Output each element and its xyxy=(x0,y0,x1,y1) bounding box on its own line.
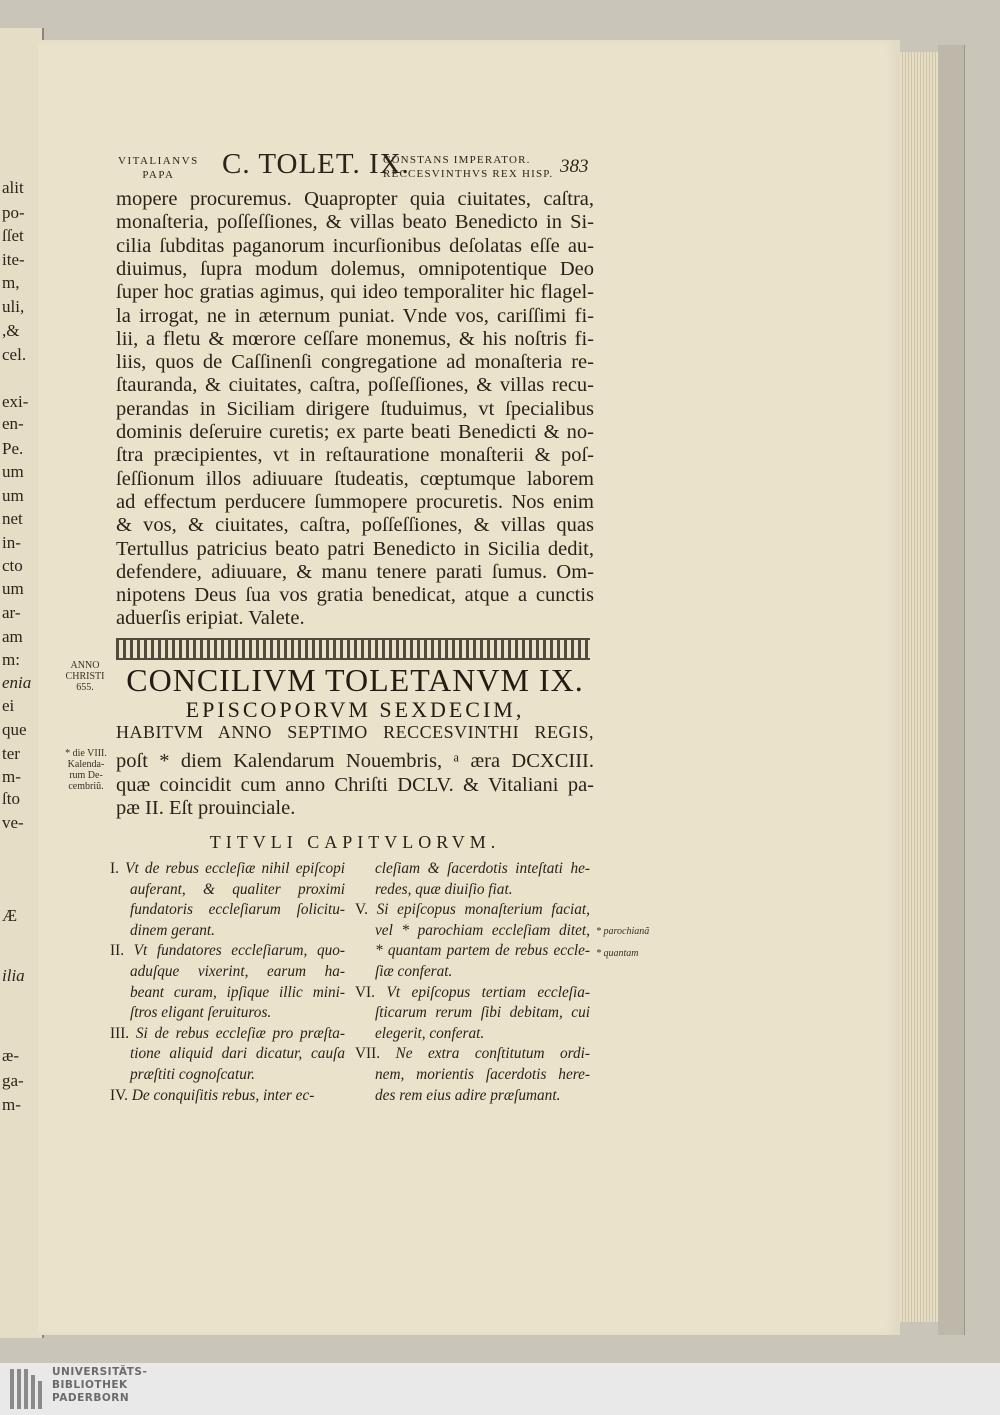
body-line: ſuper hoc gratias agimus, qui ideo temporaliter hic flagel- xyxy=(116,281,594,304)
toc-line xyxy=(355,881,590,902)
logo-text-line: UNIVERSITÄTS- xyxy=(52,1366,148,1378)
left-page-fragment: cel. xyxy=(2,345,27,364)
toc-line xyxy=(355,984,590,1005)
council-line: HABITVM ANNO SEPTIMO RECCESVINTHI REGIS, xyxy=(116,722,594,742)
toc-text: redes, quæ diuiſio fiat. xyxy=(375,880,513,898)
left-page-fragment: ite- xyxy=(2,250,25,269)
body-line: dominis deſeruire curetis; ex parte beati Benedicti & no- xyxy=(116,421,594,443)
left-page-fragment: m: xyxy=(2,650,20,669)
toc-line xyxy=(110,1087,345,1108)
margin-note-line: ANNO xyxy=(70,660,100,671)
body-line: aduerſis eripiat. Valete. xyxy=(116,607,305,630)
toc-line xyxy=(110,1004,345,1025)
body-line: monaſteria, poſſeſſiones, & villas beato Benedicto in Si- xyxy=(116,211,594,234)
left-page-fragment: ve- xyxy=(2,813,24,832)
left-page-fragment: Pe. xyxy=(2,439,24,458)
running-head-title: C. TOLET. IX. xyxy=(222,148,410,180)
running-head xyxy=(110,148,600,188)
left-page-fragment: ſſet xyxy=(2,226,24,245)
toc-text: Vt de rebus eccleſiæ nihil epiſcopi xyxy=(125,860,345,877)
body-line: liis, quos de Caſſinenſi congregatione ad monaſteria re- xyxy=(116,351,594,374)
margin-note-line: rum De- xyxy=(69,770,103,781)
running-head-right-line: CONSTANS IMPERATOR. xyxy=(383,154,531,166)
toc-number: II. xyxy=(110,942,125,960)
left-page-fragment: po- xyxy=(2,203,25,222)
body-line: ſeſſionum illos adiuuare ſtudeatis, cœptumque laborem xyxy=(116,467,594,490)
toc-line xyxy=(110,984,345,1005)
left-page-fragment: ar- xyxy=(2,603,21,622)
toc-line xyxy=(110,963,345,984)
toc-text: ſiæ conferat. xyxy=(375,962,453,980)
body-line: ſtauranda, & ciuitates, caſtra, poſſeſſiones, & villas recu- xyxy=(116,374,594,397)
toc-right-column xyxy=(355,860,590,1107)
body-line: & vos, & ciuitates, caſtra, poſſeſſiones, & villas quas xyxy=(116,514,594,537)
council-line: quæ coincidit cum anno Chriſti DCLV. & Vitaliani pa- xyxy=(116,774,594,796)
left-page-fragment: ,& xyxy=(2,321,20,340)
body-line: diuimus, ſupra modum dolemus, omnipotentique Deo xyxy=(116,257,594,280)
body-line: cilia ſubditas paganorum incurſionibus deſolatas eſſe au- xyxy=(116,234,594,257)
toc-text: des rem eius adire præſumant. xyxy=(375,1086,561,1104)
left-page-fragment: um xyxy=(2,579,24,598)
margin-note-parochiam: * parochianã xyxy=(596,926,650,937)
toc-number: III. xyxy=(110,1024,130,1042)
toc-text: nem, morientis ſacerdotis here- xyxy=(375,1065,590,1083)
body-line: ſtra præcipientes, vt in reſtauratione monaſterii & poſ- xyxy=(116,444,594,467)
toc-line xyxy=(355,1025,590,1046)
toc-line xyxy=(110,942,345,963)
toc-text: Si de rebus eccleſiæ pro præſta- xyxy=(135,1024,345,1042)
left-page-fragment: ter xyxy=(2,744,20,763)
toc-text: vel * parochiam eccleſiam ditet, xyxy=(375,921,590,939)
margin-note-line: CHRISTI xyxy=(65,671,105,682)
left-page-fragment: uli, xyxy=(2,297,25,316)
logo-text-line: BIBLIOTHEK xyxy=(52,1379,128,1391)
body-line: nipotens Deus ſua vos gratia benedicat, atque a cunctis xyxy=(116,584,594,607)
toc-text: De conquiſitis rebus, inter ec- xyxy=(131,1086,315,1104)
left-page-fragment: ilia xyxy=(2,966,25,985)
toc-line xyxy=(355,901,590,922)
left-page-fragment: in- xyxy=(2,533,21,552)
left-page-fragment: cto xyxy=(2,556,23,575)
toc-line xyxy=(355,922,590,943)
toc-line xyxy=(355,1045,590,1066)
left-page-fragment: um xyxy=(2,486,24,505)
left-page-fragment: ſto xyxy=(2,789,20,808)
body-line: mopere procuremus. Quapropter quia ciuitates, caſtra, xyxy=(116,188,594,210)
left-page-fragment: en- xyxy=(2,414,24,433)
margin-note-quantam: * quantam xyxy=(596,948,639,959)
left-page-fragment: net xyxy=(2,509,23,528)
margin-note-line: * die VIII. xyxy=(65,748,107,759)
toc-line xyxy=(110,901,345,922)
toc-line xyxy=(110,922,345,943)
toc-number: VII. xyxy=(355,1045,381,1063)
toc-text: Vt fundatores eccleſiarum, quo- xyxy=(133,942,345,960)
toc-line xyxy=(355,860,590,881)
toc-line xyxy=(110,1025,345,1046)
margin-note-anno xyxy=(60,660,110,693)
margin-note-line: cembriũ. xyxy=(68,781,104,792)
left-page-fragment: exi- xyxy=(2,392,29,411)
running-head-right xyxy=(383,153,553,181)
toc-left-column xyxy=(110,860,345,1107)
toc-text: fundatoris eccleſiarum ſolicitu- xyxy=(130,901,345,919)
library-footer xyxy=(0,1363,1000,1415)
library-logo-icon xyxy=(8,1367,44,1411)
margin-note-line: 655. xyxy=(76,682,94,693)
toc-line xyxy=(355,1087,590,1108)
toc-text: Vt epiſcopus tertiam eccleſia- xyxy=(386,983,591,1001)
toc-text: ſtros eligant ſeruituros. xyxy=(130,1004,272,1022)
toc-number: V. xyxy=(355,901,368,919)
left-page-fragment: m- xyxy=(2,1095,21,1114)
left-page-fragment: um xyxy=(2,462,24,481)
toc-text: dinem gerant. xyxy=(130,921,215,939)
toc-line xyxy=(110,1045,345,1066)
toc-line xyxy=(110,1066,345,1087)
book-cover-board xyxy=(938,45,965,1335)
left-page-fragment: Æ xyxy=(2,906,18,925)
logo-text-line: PADERBORN xyxy=(52,1392,130,1404)
toc-text: tione aliquid dari dicatur, cauſa xyxy=(130,1045,345,1063)
council-line: poſt * diem Kalendarum Nouembris, ᵃ æra DCXCIII. xyxy=(116,750,594,772)
ornamental-divider xyxy=(116,638,590,660)
toc-text: Ne extra conſtitutum ordi- xyxy=(395,1045,590,1063)
running-head-left xyxy=(118,154,199,182)
left-page-fragment: ga- xyxy=(2,1071,24,1090)
council-title: CONCILIVM TOLETANVM IX. xyxy=(126,662,584,698)
margin-note-line: Kalenda- xyxy=(67,759,105,770)
toc-text: Si epiſcopus monaſterium faciat, xyxy=(376,901,590,919)
left-page-fragment: m- xyxy=(2,767,21,786)
left-page-fragment: ei xyxy=(2,696,15,715)
toc-text: præſtiti cognoſcatur. xyxy=(130,1065,255,1083)
toc-text: beant curam, ipſique illic mini- xyxy=(130,983,345,1001)
left-page-fragment: enia xyxy=(2,673,32,692)
toc-text: * quantam partem de rebus eccle- xyxy=(375,942,590,960)
body-line: ad effectum perducere ſummopere procuretis. Nos enim xyxy=(116,490,594,513)
toc-line xyxy=(355,1004,590,1025)
body-line: perandas in Siciliam dirigere ſtuduimus, vt ſpecialibus xyxy=(116,397,594,420)
toc-text: aduſque vixerint, earum ha- xyxy=(130,962,345,980)
body-line: lii, a fletu & mœrore ceſſare monemus, & his noſtris fi- xyxy=(116,327,594,350)
toc-line xyxy=(355,942,590,963)
toc-text: elegerit, conferat. xyxy=(375,1024,485,1042)
running-head-left-line: PAPA xyxy=(142,169,175,181)
left-page-fragment: æ- xyxy=(2,1046,19,1065)
left-page-fragment: am xyxy=(2,627,23,646)
council-line: pæ II. Eſt prouinciale. xyxy=(116,797,296,819)
running-head-left-line: VITALIANVS xyxy=(118,155,199,167)
body-line: defendere, adiuuare, & manu tenere parati ſumus. Om- xyxy=(116,560,594,583)
toc-number: VI. xyxy=(355,983,375,1001)
running-head-right-line: RECCESVINTHVS REX HISP. xyxy=(383,168,554,180)
left-page-fragment: alit xyxy=(2,178,24,197)
body-line: la irrogat, ne in æternum puniat. Vnde vos, cariſſimi fi- xyxy=(116,304,594,327)
body-line: Tertullus patricius beato patri Benedicto in Sicilia dedit, xyxy=(116,537,594,560)
toc-text: auferant, & qualiter proximi xyxy=(130,880,345,898)
toc-heading: TITVLI CAPITVLORVM. xyxy=(209,832,501,852)
toc-text: ſticarum rerum ſibi debitam, cui xyxy=(375,1004,590,1022)
toc-line xyxy=(355,963,590,984)
toc-number: IV. xyxy=(110,1086,128,1104)
toc-line xyxy=(110,881,345,902)
toc-line xyxy=(110,860,345,881)
council-subtitle: EPISCOPORVM SEXDECIM, xyxy=(185,697,525,722)
toc-line xyxy=(355,1066,590,1087)
page-number: 383 xyxy=(560,156,589,177)
toc-text: cleſiam & ſacerdotis inteſtati he- xyxy=(375,860,590,877)
left-page-fragment: m, xyxy=(2,273,20,292)
margin-note-die xyxy=(58,748,114,792)
toc-number: I. xyxy=(110,860,119,877)
left-page-fragment: que xyxy=(2,720,27,739)
